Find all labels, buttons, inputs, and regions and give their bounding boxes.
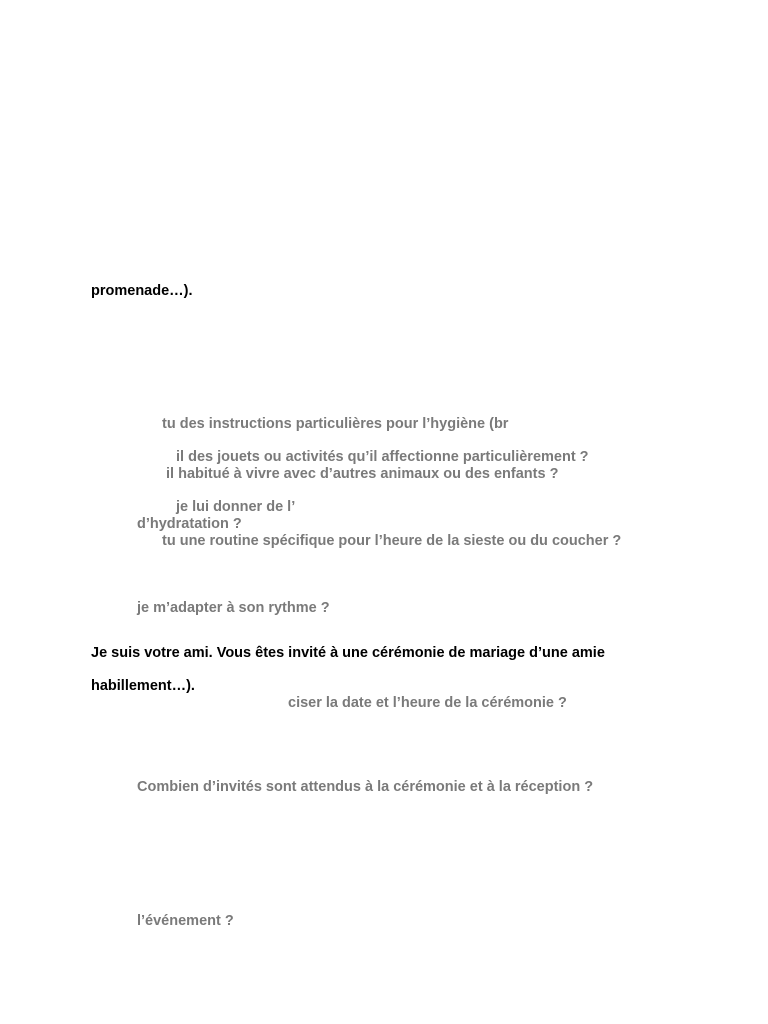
- question-hydratation: d’hydratation ?: [137, 516, 242, 532]
- question-jouets: il des jouets ou activités qu’il affectionne particulièrement ?: [176, 449, 589, 465]
- text-line-ami: Je suis votre ami. Vous êtes invité à une cérémonie de mariage d’une amie: [91, 645, 605, 661]
- question-animaux: il habitué à vivre avec d’autres animaux ou des enfants ?: [166, 466, 559, 482]
- question-hygiene: tu des instructions particulières pour l’hygiène (br: [162, 416, 509, 432]
- question-date: ciser la date et l’heure de la cérémonie ?: [288, 695, 567, 711]
- question-rythme: je m’adapter à son rythme ?: [137, 600, 330, 616]
- text-line-habillement: habillement…).: [91, 678, 195, 694]
- question-donner: je lui donner de l’: [176, 499, 296, 515]
- question-invites: Combien d’invités sont attendus à la cérémonie et à la réception ?: [137, 779, 594, 795]
- question-evenement: l’événement ?: [137, 913, 234, 929]
- question-routine: tu une routine spécifique pour l’heure de la sieste ou du coucher ?: [162, 533, 622, 549]
- text-line-promenade: promenade…).: [91, 283, 193, 299]
